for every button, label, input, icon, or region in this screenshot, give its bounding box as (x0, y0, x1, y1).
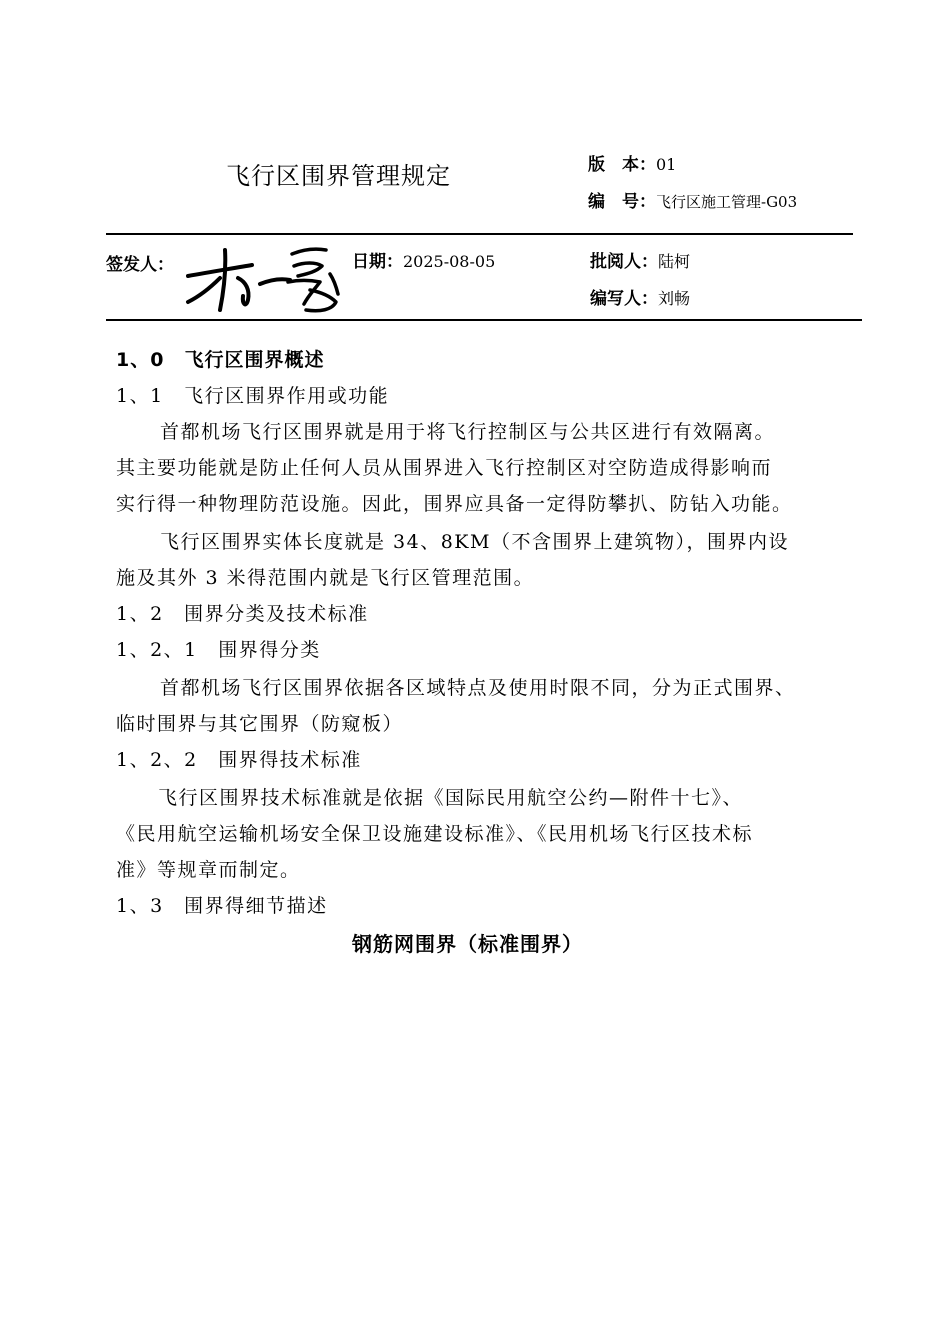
signoff-divider (106, 319, 862, 321)
paragraph-4-line-1: 飞行区围界技术标准就是依据《国际民用航空公约—附件十七》、 (158, 787, 744, 809)
paragraph-3-line-2: 临时围界与其它围界（防窥板） (116, 713, 404, 735)
writer-label: 编写人： (590, 289, 658, 309)
date-value: 2025-08-05 (403, 252, 496, 271)
paragraph-1-line-2: 其主要功能就是防止任何人员从围界进入飞行控制区对空防造成得影响而 (116, 457, 773, 479)
section-1-1-heading: 1、1 飞行区围界作用或功能 (116, 385, 390, 407)
issuer-label: 签发人： (106, 255, 174, 275)
section-1-0-heading: 1、0 飞行区围界概述 (116, 349, 325, 371)
section-1-3-heading: 1、3 围界得细节描述 (116, 895, 328, 917)
code-row (588, 187, 797, 212)
version-label: 版 本： (588, 155, 656, 175)
version-value: 01 (656, 155, 677, 174)
date-label: 日期： (352, 252, 403, 272)
code-label: 编 号： (588, 192, 656, 212)
section-1-2-2-heading: 1、2、2 围界得技术标准 (116, 749, 362, 771)
writer-value: 刘畅 (658, 289, 691, 308)
writer-row (590, 284, 690, 309)
paragraph-1-line-3: 实行得一种物理防范设施。因此，围界应具备一定得防攀扒、防钻入功能。 (116, 493, 793, 515)
date-row (352, 247, 495, 272)
document-title: 飞行区围界管理规定 (226, 162, 451, 190)
section-1-2-heading: 1、2 围界分类及技术标准 (116, 603, 369, 625)
reviewer-row (590, 247, 690, 272)
figure-title: 钢筋网围界（标准围界） (352, 932, 583, 956)
paragraph-4-line-3: 准》等规章而制定。 (116, 859, 301, 881)
paragraph-3-line-1: 首都机场飞行区围界依据各区域特点及使用时限不同，分为正式围界、 (160, 677, 796, 699)
paragraph-2-line-1: 飞行区围界实体长度就是 34、8KM（不含围界上建筑物），围界内设 (160, 531, 789, 553)
paragraph-2-line-2: 施及其外 3 米得范围内就是飞行区管理范围。 (116, 567, 535, 589)
section-1-2-1-heading: 1、2、1 围界得分类 (116, 639, 321, 661)
header-divider (106, 233, 853, 235)
paragraph-4-line-2: 《民用航空运输机场安全保卫设施建设标准》、《民用机场飞行区技术标 (116, 823, 754, 845)
version-row (588, 150, 676, 175)
reviewer-value: 陆柯 (658, 252, 691, 271)
issuer-signature (180, 238, 345, 318)
code-value: 飞行区施工管理-G03 (656, 193, 798, 211)
reviewer-label: 批阅人： (590, 252, 658, 272)
paragraph-1-line-1: 首都机场飞行区围界就是用于将飞行控制区与公共区进行有效隔离。 (160, 421, 776, 443)
